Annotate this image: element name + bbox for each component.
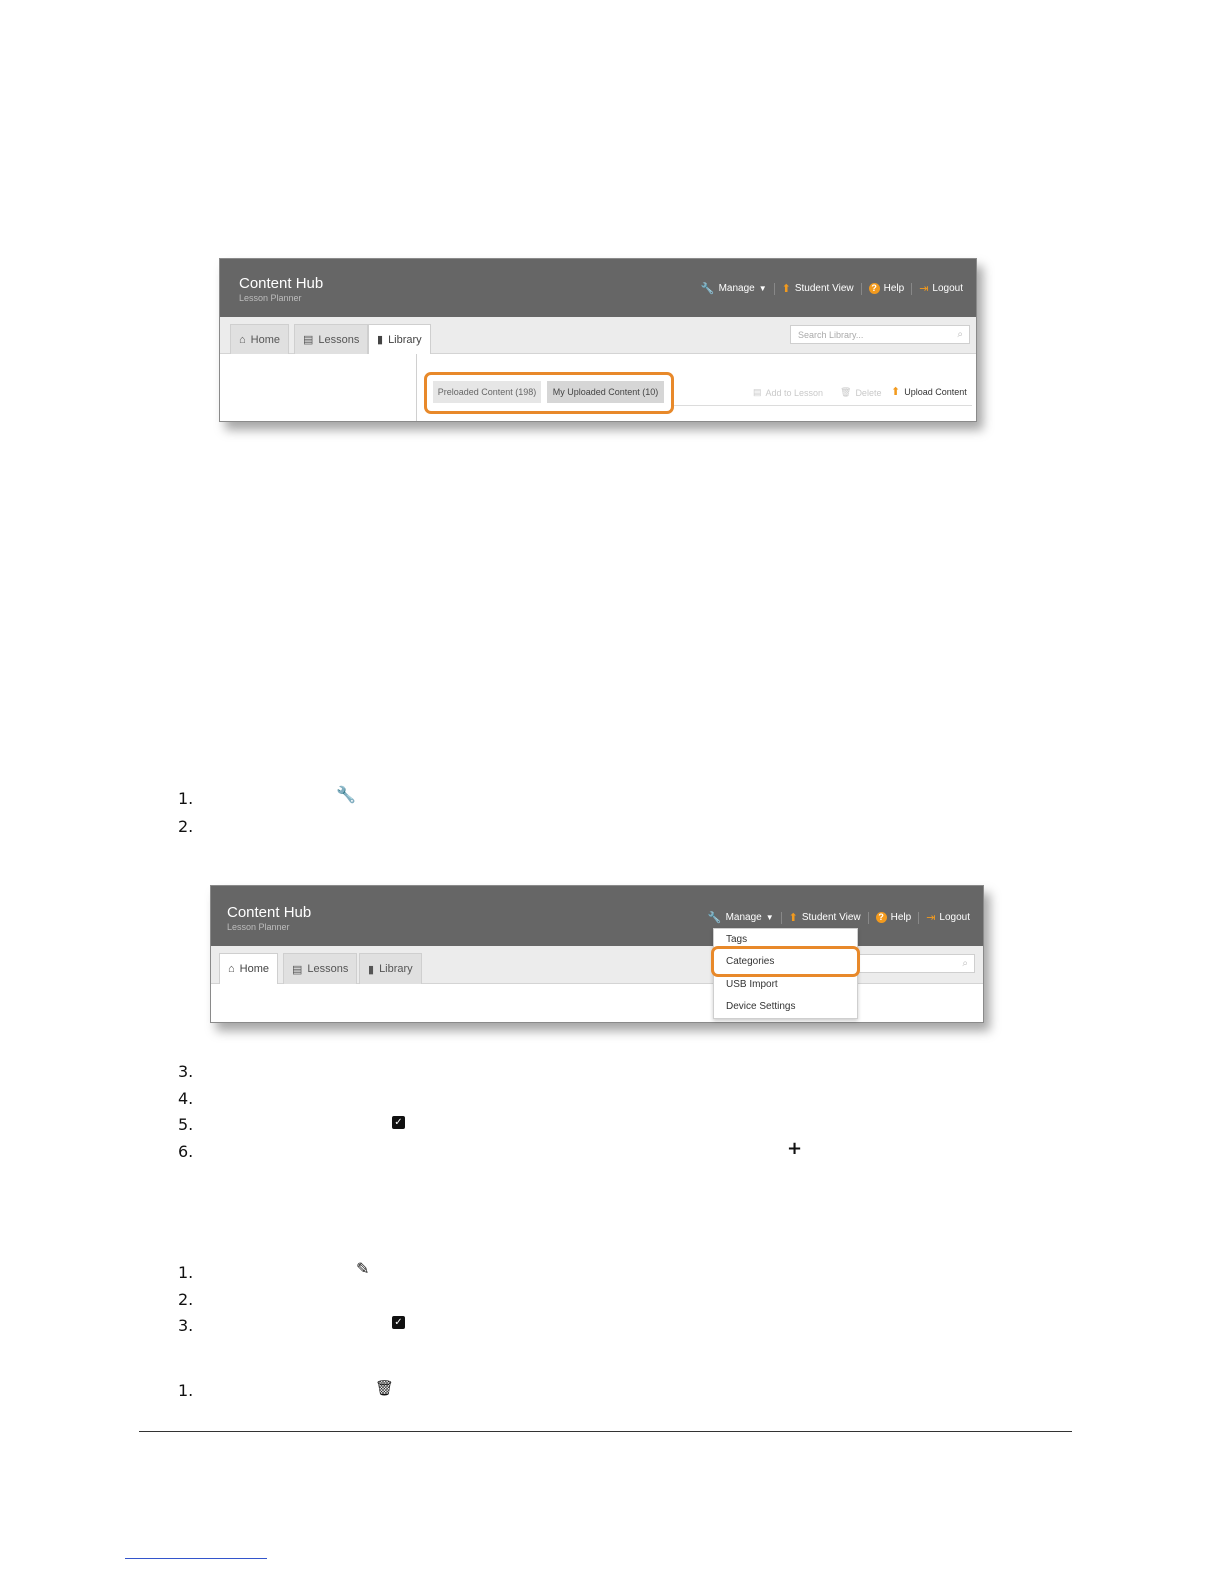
logout-label: Logout <box>932 283 963 294</box>
checkbox-icon: ✓ <box>392 1116 405 1129</box>
logout-button[interactable] <box>919 911 977 924</box>
uploaded-label: My Uploaded Content (10) <box>552 387 659 397</box>
logout-button[interactable] <box>912 282 970 295</box>
step-number: 2. <box>178 817 194 836</box>
footer-rule <box>139 1431 1072 1432</box>
logout-label: Logout <box>939 912 970 923</box>
manage-menu-screenshot <box>210 885 984 1023</box>
tab-bar <box>211 946 983 984</box>
book-icon: ▤ <box>292 963 303 976</box>
menu-item-categories[interactable]: Categories <box>726 956 775 967</box>
tab-home-label: Home <box>239 963 269 975</box>
step-number: 1. <box>178 789 194 808</box>
app-subtitle: Lesson Planner <box>239 293 302 303</box>
step-number: 4. <box>178 1089 194 1108</box>
add-to-lesson-label: Add to Lesson <box>765 387 824 398</box>
step-number: 3. <box>178 1062 194 1081</box>
tab-lessons-label: Lessons <box>318 333 360 346</box>
content-divider <box>674 405 972 406</box>
tab-bar <box>220 317 976 354</box>
add-to-lesson-button[interactable] <box>753 387 823 398</box>
tab-home[interactable] <box>219 953 278 984</box>
tab-lessons[interactable] <box>294 324 368 354</box>
checkbox-icon: ✓ <box>392 1316 405 1329</box>
student-view-label: Student View <box>801 912 861 923</box>
add-to-lesson-icon: ▤ <box>753 387 762 397</box>
plus-icon: + <box>787 1138 803 1159</box>
help-label: Help <box>883 283 905 294</box>
pencil-icon: ✎ <box>356 1259 370 1278</box>
arrow-up-icon: ⬆ <box>788 912 798 924</box>
logout-icon: ⇥ <box>926 912 936 924</box>
file-icon: ▮ <box>377 334 384 346</box>
tab-library-label: Library <box>388 333 422 346</box>
app-subtitle: Lesson Planner <box>227 922 290 932</box>
preloaded-label: Preloaded Content (198) <box>437 387 537 397</box>
book-icon: ▤ <box>303 334 314 346</box>
top-nav <box>701 911 977 924</box>
manage-label: Manage <box>718 283 755 294</box>
tab-home[interactable] <box>230 324 289 354</box>
library-screenshot <box>219 258 977 422</box>
tab-home-label: Home <box>250 333 280 346</box>
app-title: Content Hub <box>227 904 312 921</box>
app-header <box>220 259 976 317</box>
trash-icon: 🗑 <box>840 387 852 397</box>
app-title: Content Hub <box>239 275 324 292</box>
student-view-button[interactable] <box>775 282 861 295</box>
search-input[interactable] <box>790 325 970 344</box>
manage-menu-button[interactable] <box>694 282 774 295</box>
chevron-down-icon: ▼ <box>765 913 774 922</box>
step-number: 1. <box>178 1263 194 1282</box>
highlight-frame <box>424 372 674 414</box>
arrow-up-icon: ⬆ <box>781 283 791 295</box>
tab-lessons-label: Lessons <box>307 963 349 975</box>
trash-icon: 🗑 <box>375 1379 395 1397</box>
step-number: 2. <box>178 1290 194 1309</box>
upload-icon: ⬆ <box>891 386 901 398</box>
menu-item-tags[interactable]: Tags <box>726 934 748 945</box>
student-view-label: Student View <box>794 283 854 294</box>
search-icon: ⌕ <box>957 329 963 340</box>
highlight-frame <box>711 946 860 977</box>
help-icon: ? <box>869 283 880 294</box>
help-button[interactable] <box>862 283 912 294</box>
search-placeholder: Search Library... <box>798 329 864 340</box>
logout-icon: ⇥ <box>919 283 929 295</box>
tab-library-label: Library <box>379 963 413 975</box>
tab-library[interactable] <box>359 953 422 984</box>
manage-label: Manage <box>725 912 762 923</box>
home-icon: ⌂ <box>239 333 246 346</box>
manage-menu-button[interactable] <box>701 911 781 924</box>
chevron-down-icon: ▼ <box>758 284 767 293</box>
menu-item-usb-import[interactable]: USB Import <box>726 979 778 990</box>
help-icon: ? <box>876 912 887 923</box>
menu-item-device-settings[interactable]: Device Settings <box>726 1001 796 1012</box>
footer-link-underline[interactable] <box>125 1558 267 1559</box>
wrench-icon: 🔧 <box>700 283 715 295</box>
search-icon: ⌕ <box>962 958 968 969</box>
step-number: 6. <box>178 1142 194 1161</box>
help-button[interactable] <box>869 912 919 923</box>
tab-library[interactable] <box>368 324 431 354</box>
step-number: 5. <box>178 1115 194 1134</box>
wrench-icon: 🔧 <box>707 912 722 924</box>
delete-label: Delete <box>855 387 882 398</box>
delete-button[interactable] <box>840 387 881 398</box>
tab-lessons[interactable] <box>283 953 357 984</box>
left-pane <box>220 354 417 421</box>
app-header <box>211 886 983 946</box>
wrench-icon: 🔧 <box>336 785 356 804</box>
file-icon: ▮ <box>368 963 375 976</box>
student-view-button[interactable] <box>782 911 868 924</box>
step-number: 1. <box>178 1381 194 1400</box>
upload-content-button[interactable] <box>891 385 967 398</box>
top-nav <box>694 282 970 295</box>
upload-content-label: Upload Content <box>904 386 967 397</box>
help-label: Help <box>890 912 912 923</box>
home-icon: ⌂ <box>228 963 235 975</box>
step-number: 3. <box>178 1316 194 1335</box>
